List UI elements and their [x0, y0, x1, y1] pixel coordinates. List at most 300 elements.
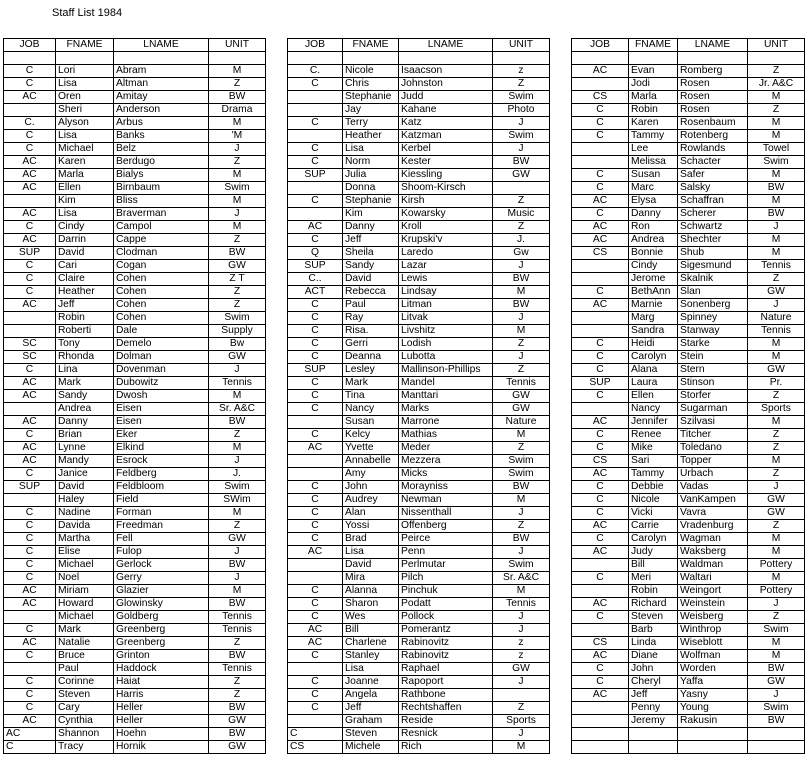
- cell-unit: GW: [209, 533, 266, 546]
- cell-fname: Wes: [343, 611, 399, 624]
- cell-unit: J: [209, 455, 266, 468]
- column-header-fname: FNAME: [343, 39, 399, 52]
- cell-job: [288, 559, 343, 572]
- cell-lname: Lindsay: [399, 286, 493, 299]
- cell-unit: J: [493, 312, 550, 325]
- cell-fname: Jeremy: [629, 715, 678, 728]
- table-row: [572, 481, 805, 494]
- cell-fname: Alana: [629, 364, 678, 377]
- table-row: [288, 299, 550, 312]
- cell-job: C: [4, 286, 56, 299]
- cell-unit: Z: [209, 78, 266, 91]
- cell-fname: Lisa: [56, 130, 114, 143]
- cell-fname: Alyson: [56, 117, 114, 130]
- cell-job: C: [288, 481, 343, 494]
- table-row: [288, 676, 550, 689]
- table-row: [572, 65, 805, 78]
- cell-unit: M: [493, 494, 550, 507]
- cell-fname: Mandy: [56, 455, 114, 468]
- cell-job: C: [572, 182, 629, 195]
- cell-lname: Toledano: [678, 442, 748, 455]
- cell-unit: [493, 52, 550, 65]
- cell-job: C: [4, 520, 56, 533]
- cell-unit: BW: [748, 715, 805, 728]
- cell-lname: Feldbloom: [114, 481, 209, 494]
- table-header-row: [572, 39, 805, 52]
- cell-fname: Ellen: [629, 390, 678, 403]
- table-row: [572, 169, 805, 182]
- table-row: [572, 533, 805, 546]
- cell-lname: Feldberg: [114, 468, 209, 481]
- cell-fname: Roberti: [56, 325, 114, 338]
- cell-lname: Lubotta: [399, 351, 493, 364]
- cell-unit: J: [748, 221, 805, 234]
- cell-lname: Rowlands: [678, 143, 748, 156]
- cell-fname: Paul: [56, 663, 114, 676]
- cell-fname: Sheila: [343, 247, 399, 260]
- cell-unit: M: [209, 195, 266, 208]
- cell-unit: Z: [748, 65, 805, 78]
- cell-unit: Z: [748, 390, 805, 403]
- cell-fname: Penny: [629, 702, 678, 715]
- cell-fname: Janice: [56, 468, 114, 481]
- cell-unit: M: [493, 286, 550, 299]
- table-row: [572, 338, 805, 351]
- cell-lname: Romberg: [678, 65, 748, 78]
- cell-job: SUP: [572, 377, 629, 390]
- cell-job: [572, 312, 629, 325]
- cell-fname: Richard: [629, 598, 678, 611]
- cell-job: C: [572, 663, 629, 676]
- cell-lname: Worden: [678, 663, 748, 676]
- cell-unit: J: [748, 299, 805, 312]
- table-row: [572, 702, 805, 715]
- cell-fname: Stephanie: [343, 91, 399, 104]
- table-row: [288, 494, 550, 507]
- cell-lname: Mathias: [399, 429, 493, 442]
- cell-unit: GW: [493, 403, 550, 416]
- cell-lname: Field: [114, 494, 209, 507]
- cell-job: CS: [288, 741, 343, 754]
- table-row: [572, 624, 805, 637]
- cell-unit: GW: [493, 169, 550, 182]
- cell-job: [4, 403, 56, 416]
- cell-fname: Elise: [56, 546, 114, 559]
- cell-job: C: [288, 377, 343, 390]
- cell-fname: Mark: [56, 624, 114, 637]
- cell-job: AC: [572, 299, 629, 312]
- table-row: [288, 611, 550, 624]
- cell-job: C: [288, 403, 343, 416]
- cell-unit: M: [493, 741, 550, 754]
- cell-job: C: [4, 689, 56, 702]
- cell-lname: Micks: [399, 468, 493, 481]
- cell-unit: Pottery: [748, 585, 805, 598]
- table-row: [572, 364, 805, 377]
- cell-lname: Braverman: [114, 208, 209, 221]
- cell-unit: Z: [748, 429, 805, 442]
- cell-unit: Z: [493, 78, 550, 91]
- cell-job: CS: [572, 91, 629, 104]
- cell-lname: Vradenburg: [678, 520, 748, 533]
- cell-fname: Lisa: [56, 208, 114, 221]
- cell-fname: Cynthia: [56, 715, 114, 728]
- cell-unit: J: [493, 117, 550, 130]
- cell-unit: J.: [209, 468, 266, 481]
- cell-unit: M: [748, 455, 805, 468]
- cell-lname: Penn: [399, 546, 493, 559]
- cell-unit: M: [748, 546, 805, 559]
- cell-job: C: [4, 624, 56, 637]
- cell-job: C: [288, 390, 343, 403]
- cell-fname: Sandy: [343, 260, 399, 273]
- cell-lname: Clodman: [114, 247, 209, 260]
- table-row: [288, 156, 550, 169]
- cell-unit: Sr. A&C: [493, 572, 550, 585]
- cell-job: C: [4, 273, 56, 286]
- cell-job: [572, 741, 629, 754]
- cell-lname: Sigesmund: [678, 260, 748, 273]
- cell-unit: Swim: [493, 468, 550, 481]
- cell-lname: Dovenman: [114, 364, 209, 377]
- cell-unit: [493, 182, 550, 195]
- table-row: [4, 377, 266, 390]
- cell-fname: Steven: [56, 689, 114, 702]
- cell-job: [288, 572, 343, 585]
- cell-unit: z: [493, 65, 550, 78]
- table-row: [572, 507, 805, 520]
- cell-fname: Ellen: [56, 182, 114, 195]
- cell-fname: [629, 728, 678, 741]
- cell-unit: M: [209, 221, 266, 234]
- cell-job: AC: [288, 637, 343, 650]
- cell-fname: Cindy: [629, 260, 678, 273]
- cell-unit: Supply: [209, 325, 266, 338]
- cell-lname: Shub: [678, 247, 748, 260]
- cell-unit: M: [209, 442, 266, 455]
- cell-lname: Greenberg: [114, 624, 209, 637]
- cell-fname: Tony: [56, 338, 114, 351]
- cell-lname: Fulop: [114, 546, 209, 559]
- cell-lname: Eisen: [114, 416, 209, 429]
- cell-job: [572, 52, 629, 65]
- cell-lname: Elkind: [114, 442, 209, 455]
- cell-lname: Rapoport: [399, 676, 493, 689]
- table-row: [288, 208, 550, 221]
- cell-job: C: [288, 351, 343, 364]
- cell-job: [572, 624, 629, 637]
- cell-unit: Swim: [209, 182, 266, 195]
- cell-fname: Jeff: [343, 702, 399, 715]
- table-row: [288, 195, 550, 208]
- cell-lname: Kowarsky: [399, 208, 493, 221]
- cell-lname: Scherer: [678, 208, 748, 221]
- cell-unit: BW: [748, 208, 805, 221]
- cell-fname: Stanley: [343, 650, 399, 663]
- table-row: [288, 637, 550, 650]
- cell-job: AC: [4, 208, 56, 221]
- cell-lname: Topper: [678, 455, 748, 468]
- cell-lname: Waltari: [678, 572, 748, 585]
- table-row: [572, 468, 805, 481]
- table-row: [4, 572, 266, 585]
- table-row: [572, 52, 805, 65]
- cell-lname: Demelo: [114, 338, 209, 351]
- cell-job: C.: [288, 65, 343, 78]
- cell-unit: J.: [493, 234, 550, 247]
- cell-unit: J: [209, 364, 266, 377]
- cell-lname: Pinchuk: [399, 585, 493, 598]
- cell-job: AC: [572, 195, 629, 208]
- cell-fname: Marnie: [629, 299, 678, 312]
- cell-fname: Tina: [343, 390, 399, 403]
- table-row: [4, 52, 266, 65]
- table-row: [4, 715, 266, 728]
- cell-job: C: [572, 351, 629, 364]
- table-row: [288, 728, 550, 741]
- cell-unit: M: [748, 195, 805, 208]
- table-row: [4, 728, 266, 741]
- cell-lname: Rathbone: [399, 689, 493, 702]
- cell-job: [572, 156, 629, 169]
- cell-job: [572, 273, 629, 286]
- cell-lname: Lodish: [399, 338, 493, 351]
- cell-lname: Dwosh: [114, 390, 209, 403]
- cell-unit: M: [748, 351, 805, 364]
- cell-unit: Z: [493, 364, 550, 377]
- cell-lname: Campol: [114, 221, 209, 234]
- cell-fname: Steven: [629, 611, 678, 624]
- cell-job: AC: [572, 468, 629, 481]
- cell-job: AC: [572, 546, 629, 559]
- table-row: [4, 65, 266, 78]
- cell-job: AC: [572, 689, 629, 702]
- cell-lname: Raphael: [399, 663, 493, 676]
- table-row: [4, 351, 266, 364]
- cell-unit: [209, 52, 266, 65]
- cell-unit: Z: [209, 429, 266, 442]
- cell-unit: Z: [493, 195, 550, 208]
- cell-unit: Swim: [748, 702, 805, 715]
- cell-job: AC: [572, 416, 629, 429]
- table-row: [572, 572, 805, 585]
- cell-fname: Nadine: [56, 507, 114, 520]
- cell-job: [288, 104, 343, 117]
- cell-fname: David: [343, 273, 399, 286]
- cell-fname: Norm: [343, 156, 399, 169]
- cell-unit: Swim: [209, 312, 266, 325]
- cell-unit: M: [748, 416, 805, 429]
- table-row: [4, 247, 266, 260]
- cell-lname: Urbach: [678, 468, 748, 481]
- cell-lname: Haddock: [114, 663, 209, 676]
- table-row: [288, 65, 550, 78]
- cell-fname: Cari: [56, 260, 114, 273]
- table-row: [572, 273, 805, 286]
- cell-job: C: [572, 481, 629, 494]
- table-row: [288, 91, 550, 104]
- cell-job: [4, 312, 56, 325]
- cell-unit: GW: [748, 286, 805, 299]
- table-row: [288, 286, 550, 299]
- table-row: [572, 650, 805, 663]
- cell-job: C: [288, 299, 343, 312]
- cell-job: C: [288, 234, 343, 247]
- cell-unit: Tennis: [209, 624, 266, 637]
- cell-lname: Vavra: [678, 507, 748, 520]
- cell-fname: Darrin: [56, 234, 114, 247]
- cell-job: SUP: [4, 247, 56, 260]
- cell-job: C: [572, 572, 629, 585]
- table-row: [288, 624, 550, 637]
- cell-fname: Rebecca: [343, 286, 399, 299]
- cell-job: C: [572, 364, 629, 377]
- table-row: [4, 598, 266, 611]
- cell-fname: Lisa: [343, 663, 399, 676]
- table-row: [4, 689, 266, 702]
- cell-fname: Carrie: [629, 520, 678, 533]
- cell-fname: David: [56, 481, 114, 494]
- cell-lname: Stanway: [678, 325, 748, 338]
- cell-job: [4, 52, 56, 65]
- cell-unit: GW: [209, 715, 266, 728]
- cell-job: C: [288, 338, 343, 351]
- table-row: [4, 338, 266, 351]
- cell-fname: Howard: [56, 598, 114, 611]
- cell-job: C: [4, 650, 56, 663]
- cell-unit: BW: [493, 299, 550, 312]
- table-row: [572, 104, 805, 117]
- table-row: [4, 182, 266, 195]
- cell-job: CS: [572, 247, 629, 260]
- cell-lname: Eisen: [114, 403, 209, 416]
- table-row: [4, 273, 266, 286]
- table-row: [288, 130, 550, 143]
- table-row: [4, 286, 266, 299]
- cell-lname: Forman: [114, 507, 209, 520]
- table-row: [572, 325, 805, 338]
- table-row: [4, 429, 266, 442]
- cell-job: C: [572, 442, 629, 455]
- cell-fname: Heather: [343, 130, 399, 143]
- cell-job: AC: [4, 299, 56, 312]
- cell-lname: Rosen: [678, 104, 748, 117]
- cell-unit: J: [748, 598, 805, 611]
- cell-job: [572, 325, 629, 338]
- cell-job: C: [4, 702, 56, 715]
- cell-job: C: [4, 364, 56, 377]
- cell-lname: Spinney: [678, 312, 748, 325]
- cell-lname: Haiat: [114, 676, 209, 689]
- cell-fname: Lynne: [56, 442, 114, 455]
- cell-job: [288, 715, 343, 728]
- cell-job: AC: [572, 234, 629, 247]
- cell-job: C: [288, 195, 343, 208]
- cell-unit: Bw: [209, 338, 266, 351]
- cell-unit: J: [493, 611, 550, 624]
- cell-lname: Heller: [114, 715, 209, 728]
- column-header-lname: LNAME: [678, 39, 748, 52]
- cell-fname: Evan: [629, 65, 678, 78]
- cell-fname: [343, 52, 399, 65]
- cell-lname: Rabinovitz: [399, 650, 493, 663]
- cell-unit: BW: [209, 650, 266, 663]
- table-row: [572, 299, 805, 312]
- cell-fname: John: [629, 663, 678, 676]
- cell-lname: Podatt: [399, 598, 493, 611]
- cell-job: C: [4, 559, 56, 572]
- cell-job: [4, 195, 56, 208]
- cell-unit: GW: [748, 494, 805, 507]
- cell-job: AC: [4, 156, 56, 169]
- table-row: [4, 533, 266, 546]
- cell-unit: M: [209, 117, 266, 130]
- cell-job: AC: [572, 520, 629, 533]
- cell-unit: M: [209, 507, 266, 520]
- cell-job: C..: [288, 273, 343, 286]
- cell-lname: Newman: [399, 494, 493, 507]
- cell-unit: Photo: [493, 104, 550, 117]
- table-row: [4, 91, 266, 104]
- cell-job: [4, 611, 56, 624]
- table-row: [4, 416, 266, 429]
- cell-lname: Banks: [114, 130, 209, 143]
- table-row: [288, 260, 550, 273]
- cell-job: [572, 143, 629, 156]
- table-row: [572, 455, 805, 468]
- cell-lname: [678, 52, 748, 65]
- cell-unit: z: [493, 637, 550, 650]
- cell-lname: Stern: [678, 364, 748, 377]
- cell-fname: Nicole: [343, 65, 399, 78]
- cell-job: [288, 663, 343, 676]
- table-row: [572, 182, 805, 195]
- cell-unit: GW: [209, 260, 266, 273]
- cell-job: [572, 559, 629, 572]
- cell-lname: [678, 728, 748, 741]
- cell-lname: Schacter: [678, 156, 748, 169]
- cell-fname: Kelcy: [343, 429, 399, 442]
- cell-lname: Slan: [678, 286, 748, 299]
- cell-job: [4, 325, 56, 338]
- cell-fname: Donna: [343, 182, 399, 195]
- cell-job: C: [572, 533, 629, 546]
- table-row: [4, 546, 266, 559]
- cell-unit: Tennis: [209, 663, 266, 676]
- cell-job: AC: [4, 728, 56, 741]
- cell-fname: Martha: [56, 533, 114, 546]
- cell-fname: Carolyn: [629, 533, 678, 546]
- cell-lname: Mandel: [399, 377, 493, 390]
- cell-lname: Skalnik: [678, 273, 748, 286]
- cell-fname: Chris: [343, 78, 399, 91]
- cell-lname: Gerry: [114, 572, 209, 585]
- cell-lname: Freedman: [114, 520, 209, 533]
- cell-job: C: [572, 117, 629, 130]
- table-row: [572, 143, 805, 156]
- cell-job: C: [4, 741, 56, 754]
- cell-fname: Michele: [343, 741, 399, 754]
- table-row: [572, 585, 805, 598]
- cell-unit: Z: [209, 637, 266, 650]
- table-row: [4, 481, 266, 494]
- cell-job: [572, 715, 629, 728]
- cell-fname: Danny: [629, 208, 678, 221]
- cell-lname: Resnick: [399, 728, 493, 741]
- table-row: [572, 728, 805, 741]
- cell-job: [288, 130, 343, 143]
- cell-lname: Storfer: [678, 390, 748, 403]
